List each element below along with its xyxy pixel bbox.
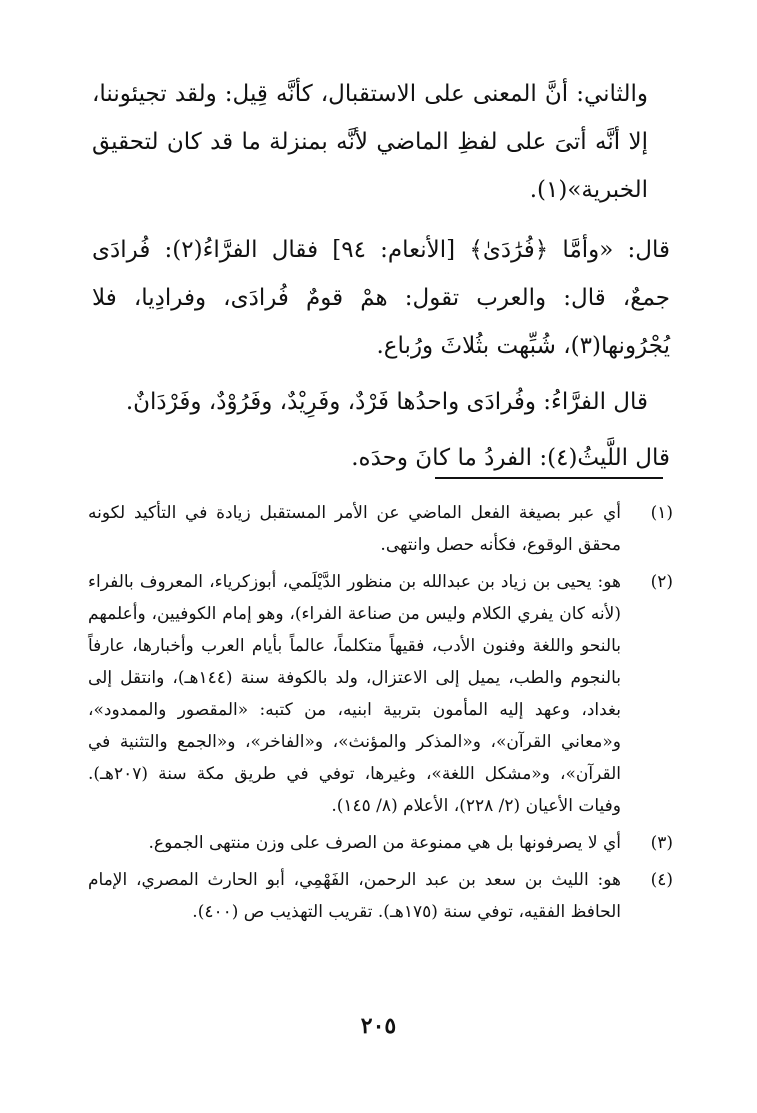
footnote-text: هو: الليث بن سعد بن عبد الرحمن، الفَهْمِي، أبو الحارث المصري، الإمام الحافظ الفقيه، توفي سنة (١٧٥هـ). تقريب التهذيب ص (٤٠٠).	[88, 870, 621, 922]
footnote	[88, 497, 673, 561]
page-number: ٢٠٥	[360, 1013, 397, 1039]
footnote	[88, 864, 673, 928]
footnotes	[88, 497, 673, 933]
footnote-text: أي لا يصرفونها بل هي ممنوعة من الصرف على وزن منتهى الجموع.	[148, 833, 621, 853]
footnote-number: (٣)	[650, 833, 673, 853]
main-text	[92, 70, 670, 482]
footnote-number: (٤)	[650, 870, 673, 890]
main-paragraph-4: قال اللَّيثُ(٤): الفردُ ما كانَ وحدَه.	[351, 445, 670, 471]
footnote	[88, 827, 673, 859]
footnote-divider	[435, 477, 663, 479]
footnote	[88, 566, 673, 822]
footnote-text: أي عبر بصيغة الفعل الماضي عن الأمر المستقبل زيادة في التأكيد لكونه محقق الوقوع، فكأنه حصل وانتهى.	[88, 503, 621, 555]
footnote-number: (٢)	[650, 572, 673, 592]
footnote-text: هو: يحيى بن زياد بن عبدالله بن منظور الدَّيْلَمي، أبوزكرياء، المعروف بالفراء (لأنه كان يفري الكلام وليس من صناعة الفراء)، وهو إمام الكوفيين، وأعلمهم بالنحو واللغة وفنون الأدب، فقيهاً متكلماً، عالماً بأيام العرب وأخبارها، عارفاً بالنجوم والطب، يميل إلى الاعتزال، ولد بالكوفة سنة (١٤٤هـ)، وانتقل إلى بغداد، وعهد إليه المأمون بتربية ابنيه، من كتبه: «المقصور والممدود»، و«معاني القرآن»، و«المذكر والمؤنث»، و«الفاخر»، و«الجمع والتثنية في القرآن»، و«مشكل اللغة»، وغيرها، توفي في طريق مكة سنة (٢٠٧هـ). وفيات الأعيان (٢/ ٢٢٨)، الأعلام (٨/ ١٤٥).	[88, 572, 621, 816]
main-paragraph-3: قال الفرَّاءُ: وفُرادَى واحدُها فَرْدٌ، وفَرِيْدٌ، وفَرُوْدٌ، وفَرْدَانٌ.	[125, 389, 648, 415]
main-paragraph-1: والثاني: أنَّ المعنى على الاستقبال، كأنَّه قِيل: ولقد تجيئوننا، إلا أنَّه أتىَ على لفظِ الماضي لأنَّه بمنزلة ما قد كان لتحقيق الخبرية»(١).	[92, 81, 648, 203]
footnote-number: (١)	[650, 503, 673, 523]
main-paragraph-2: قال: «وأمَّا ﴿فُرَٰدَىٰ﴾ [الأنعام: ٩٤] فقال الفرَّاءُ(٢): فُرادَى جمعٌ، قال: والعرب تقول: همْ قومٌ فُرادَى، وفرادِيا، فلا يُجْرُونها(٣)، شُبِّهت بثُلاثَ ورُباع.	[92, 237, 670, 359]
